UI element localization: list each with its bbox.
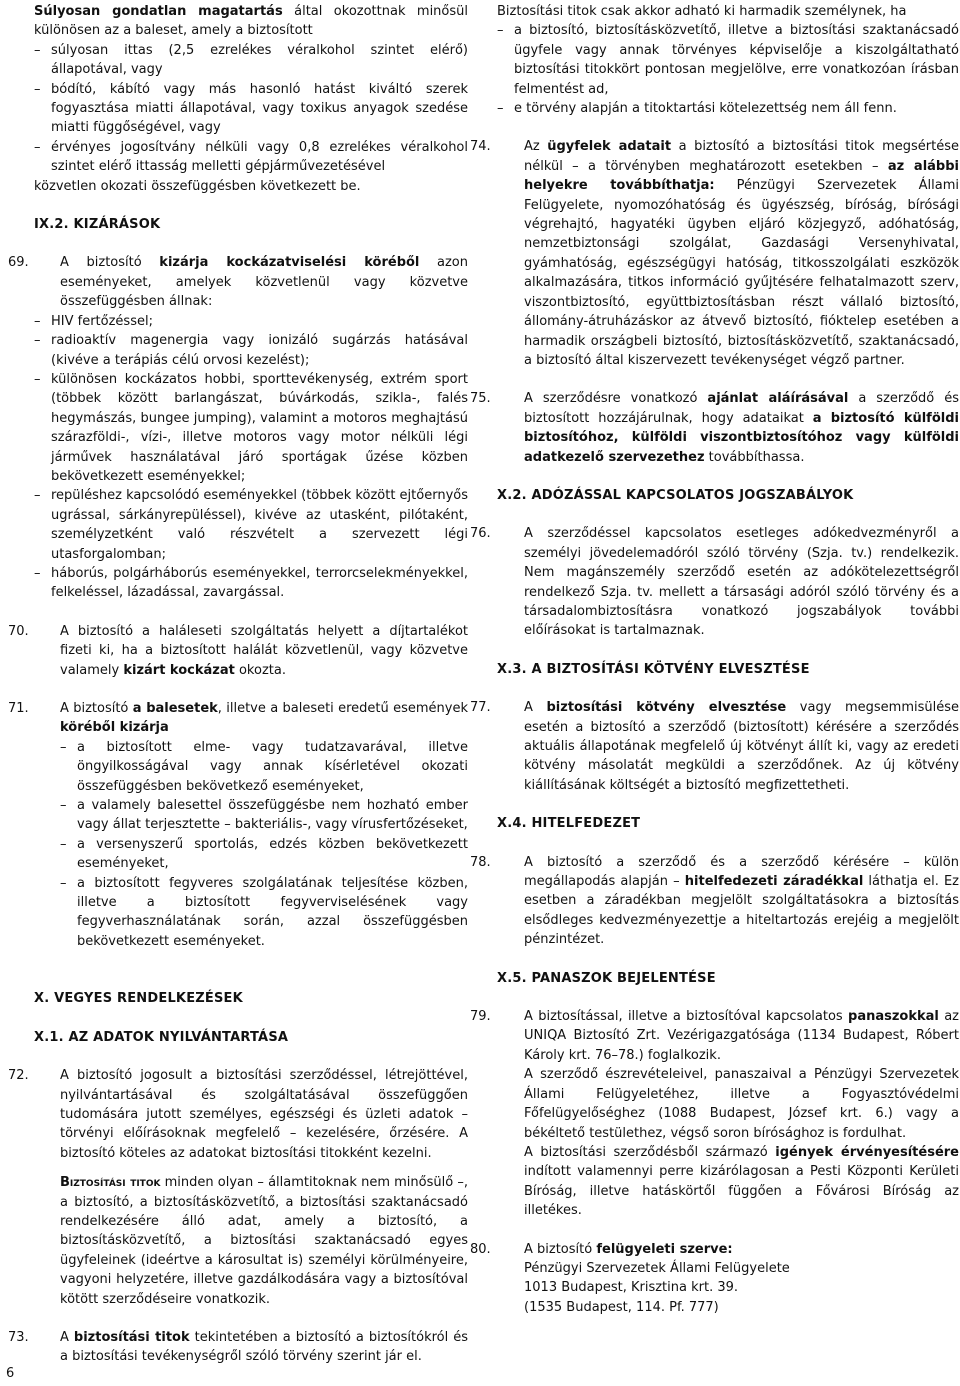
list-item: – a biztosított elme- vagy tudatzavarával, illetve öngyilkosságával vagy annak kísérletével okozati összefüggésben bekövetkező eseményeket, xyxy=(60,738,468,796)
list-item: – a valamely balesettel összefüggésbe nem hozható ember vagy állat terjesztette – bakteriális-, vagy vírusfertőzéseket, xyxy=(60,796,468,835)
section-heading: X.4. HITELFEDEZET xyxy=(497,816,641,832)
list-item: – a versenyszerű sportolás, edzés közben bekövetkezett eseményeket, xyxy=(60,835,468,874)
right-column xyxy=(470,2,960,1317)
clause-71: 71. A biztosító a balesetek, illetve a baleseti eredetű események köréből kizárja – a biztosított elme- vagy tudatzavarával, illetve öngyilkosságával vagy annak kísérletével okozati összefüggésben bekövetkező eseményeket, – a valamely balesettel összefüggésbe nem hozható ember vagy állat terjesztette – bakteriális-, vagy vírusfertőzéseket, – a versenyszerű sportolás, edzés közben bekövetkezett eseményeket, – a biztosított fegyveres szolgálatának teljesítése közben, illetve a biztosított fegyverviselésének vagy fegyverhasználatának során, azzal összefüggésben bekövetkezett eseményeket. xyxy=(34,699,468,951)
intro-paragraph: Súlyosan gondatlan magatartás által okozottnak minősül különösen az a baleset, amely a biztosított xyxy=(34,4,468,39)
section-heading: X.1. AZ ADATOK NYILVÁNTARTÁSA xyxy=(34,1029,289,1045)
list-item: – repüléshez kapcsolódó eseményekkel (többek között ejtőernyős ugrással, sárkányrepüléssel), kivéve az utasként, pilótaként, személyzetként való részvételt a szervezett légi utasforgalomban; xyxy=(34,486,468,564)
list-item: – különösen kockázatos hobbi, sporttevékenység, extrém sport (többek között barlangászat, búvárkodás, szikla-, falés hegymászás, bungee jumping), valamint a motoros meghajtású szárazföldi-, vízi-, illetve motoros vagy motor nélküli légi járművek használatával járó sportágak űzése közben bekövetkezett eseményekkel; xyxy=(34,370,468,486)
clause-69: 69. A biztosító kizárja kockázatviselési köréből azon eseményeket, amelyek közvetlenül vagy közvetve összefüggésben állnak: xyxy=(8,255,468,310)
section-heading: X. VEGYES RENDELKEZÉSEK xyxy=(34,991,243,1007)
intro-tail: közvetlen okozati összefüggésben következett be. xyxy=(34,178,361,194)
address-line: 1013 Budapest, Krisztina krt. 39. xyxy=(524,1280,739,1296)
clause-78: 78. A biztosító a szerződő és a szerződő kérésére – külön megállapodás alapján – hitelfedezeti záradékkal láthatja el. Ez esetben a záradékban megjelölt szolgáltatásokra a biztosítás elsődleges kedvezményezettje a hiteltartozás erejéig a megjelölt pénzintézet. xyxy=(470,854,960,948)
clause-73: 73. A biztosítási titok tekintetében a biztosító a biztosítókról és a biztosítási tevékenységről szóló törvény szerint jár el. xyxy=(8,1329,469,1365)
clause-75: 75. A szerződésre vonatkozó ajánlat aláírásával a szerződő és biztosított hozzájárulnak, hogy adataikat a biztosító külföldi biztosítóhoz, külföldi viszontbiztosítóhoz vagy külföldi adatkezelő szervezethez továbbíthassa. xyxy=(470,391,959,465)
section-heading: X.3. A BIZTOSÍTÁSI KÖTVÉNY ELVESZTÉSE xyxy=(497,661,810,677)
clause-79: 79. A biztosítással, illetve a biztosítóval kapcsolatos panaszokkal az UNIQA Biztosító Zrt. Vezérigazgatósága (1134 Budapest, Róbert Károly krt. 76–78.) foglalkozik. A szerződő észrevételeivel, panaszaival a Pénzügyi Szervezetek Állami Felügyeletéhez, illetve a Fogyasztóvédelmi Főfelügyelőséghez (1088 Budapest, József krt. 6.) vagy a békéltető testülethez, végső soron bírósághoz is fordulhat. A biztosítási szerződésből származó igények érvényesítésére indított valamennyi perre kizárólagosan a Pesti Központi Kerületi Bíróság, illetve hatáskörtől függően a Fővárosi Bíróság az illetékes. xyxy=(470,1009,959,1219)
list-item: – a biztosító, biztosításközvetítő, illetve a biztosítási szaktanácsadó ügyfele vagy annak törvényes képviselője a kiszolgáltatható biztosítási titokkört pontosan megjelölve, erre vonatkozóan írásban felmentést ad, xyxy=(497,21,959,99)
clause-70: 70. A biztosító a haláleseti szolgáltatás helyett a díjtartalékot fizeti ki, ha a biztosított halálát közvetlenül, vagy közvetve valamely kizárt kockázat okozta. xyxy=(8,623,468,678)
clause-number: 75. xyxy=(470,391,491,407)
clause-number: 78. xyxy=(470,854,491,870)
list-item: – bódító, kábító vagy más hasonló hatást kiváltó szerek fogyasztása miatti állapotával, vagy toxikus anyagok szedése miatti függőségével, vagy xyxy=(34,80,468,138)
clause-number: 77. xyxy=(470,700,491,716)
clause-number: 80. xyxy=(470,1241,491,1257)
list-item: – e törvény alapján a titoktartási kötelezettség nem áll fenn. xyxy=(497,99,959,118)
clause-number: 70. xyxy=(8,623,29,639)
section-heading: IX.2. KIZÁRÁSOK xyxy=(34,217,161,233)
secrecy-paragraph: Biztosítási titok csak akkor adható ki harmadik személynek, ha xyxy=(497,4,907,19)
list-item: – HIV fertőzéssel; xyxy=(34,312,468,331)
list-item: – a biztosított fegyveres szolgálatának teljesítése közben, illetve a biztosított fegyverviselésének vagy fegyverhasználatának során, azzal összefüggésben bekövetkezett eseményeket. xyxy=(60,874,468,952)
clause-number: 71. xyxy=(8,701,29,716)
clause-77: 77. A biztosítási kötvény elvesztése vagy megsemmisülése esetén a biztosító a szerződő (biztosított) kérésére a szerződés aktuális állapotának megfelelő új kötvényt állít ki, vagy az eredeti kötvény másolatát megküldi a szerződőnek. Az új kötvény kiállításának költségét a biztosító megfizettetheti. xyxy=(470,700,959,793)
address-line: Pénzügyi Szervezetek Állami Felügyelete xyxy=(524,1260,790,1276)
clause-number: 74. xyxy=(470,139,491,155)
clause-80: 80. A biztosító felügyeleti szerve: Pénzügyi Szervezetek Állami Felügyelete 1013 Budapest, Krisztina krt. 39. (1535 Budapest, 114. Pf. 777) xyxy=(497,1240,959,1318)
clause-number: 79. xyxy=(470,1009,491,1025)
section-heading: X.5. PANASZOK BEJELENTÉSE xyxy=(497,970,716,986)
clause-72: 72. A biztosító jogosult a biztosítási szerződéssel, létrejöttével, nyilvántartásával és szolgáltatásával összefüggően tudomására jutott személyes, egészségi és üzleti adatok – törvényi előírásoknak megfelelő – kezelésére, őrzésére. A biztosító köteles az adatokat biztosítási titokként kezelni. Biztosítási titok minden olyan – államtitoknak nem minősülő –, a biztosító, a biztosításközvetítő, a biztosítási szaktanácsadó rendelkezésére álló adat, amely a biztosító, a biztosításközvetítő, a biztosítási szaktanácsadó egyes ügyfeleinek (ideértve a károsultat is) személyi körülményeire, vagyoni helyzetére, illetve gazdálkodására vagy a biztosítóval kötött szerződéseire vonatkozik. xyxy=(8,1068,468,1307)
clause-74: 74. Az ügyfelek adatait a biztosító a biztosítási titok megsértése nélkül – a törvényben meghatározott esetekben – az alábbi helyekre továbbíthatja: Pénzügyi Szervezetek Állami Felügyelete, nyomozóhatóság és ügyészség, bíróság, bírósági végrehajtó, hagyatéki ügyben eljáró közjegyző, adóhatóság, nemzetbiztonsági szolgálat, Gazdasági Versenyhivatal, gyámhatóság, egészségügyi hatóság, titkosszolgálati eszközök alkalmazására, titkos információ gyűjtésére felhatalmazott szerv, viszontbiztosító, együttbiztosításban részt vállaló biztosító, állomány-átruházáskor az átvevő biztosító, fióktelep esetében a harmadik országbeli biztosító, biztosításközvetítő, szaktanácsadó, a biztosító által kiszervezett tevékenységet végző partner. xyxy=(470,139,960,368)
clause-number: 76. xyxy=(470,526,491,542)
address-line: (1535 Budapest, 114. Pf. 777) xyxy=(524,1299,719,1315)
list-item: – radioaktív magenergia vagy ionizáló sugárzás hatásával (kivéve a terápiás célú orvosi kezelést); xyxy=(34,331,468,370)
list-item: – súlyosan ittas (2,5 ezrelékes véralkohol szintet elérő) állapotával, vagy xyxy=(34,41,468,80)
clause-76: 76. A szerződéssel kapcsolatos esetleges adókedvezményről a személyi jövedelemadóról szóló törvény (Szja. tv.) rendelkezik. Nem magánszemély szerződő esetén az adókötelezettségről rendelkező Szja. tv. mellett a társasági adóról szóló törvény és a társadalombiztosításra vonatkozó jogszabályok további előírásokat is tartalmaznak. xyxy=(470,526,959,639)
section-heading: X.2. ADÓZÁSSAL KAPCSOLATOS JOGSZABÁLYOK xyxy=(497,487,854,503)
clause-number: 72. xyxy=(8,1068,29,1084)
list-item: – háborús, polgárháborús eseményekkel, terrorcselekményekkel, felkeléssel, lázadással, zavargással. xyxy=(34,564,468,603)
clause-number: 73. xyxy=(8,1329,29,1345)
clause-number: 69. xyxy=(8,255,29,271)
page-number: 6 xyxy=(6,1366,15,1381)
left-column xyxy=(8,2,469,1367)
list-item: – érvényes jogosítvány nélküli vagy 0,8 ezrelékes véralkohol szintet elérő ittasság melletti gépjárművezetésével xyxy=(34,138,468,177)
